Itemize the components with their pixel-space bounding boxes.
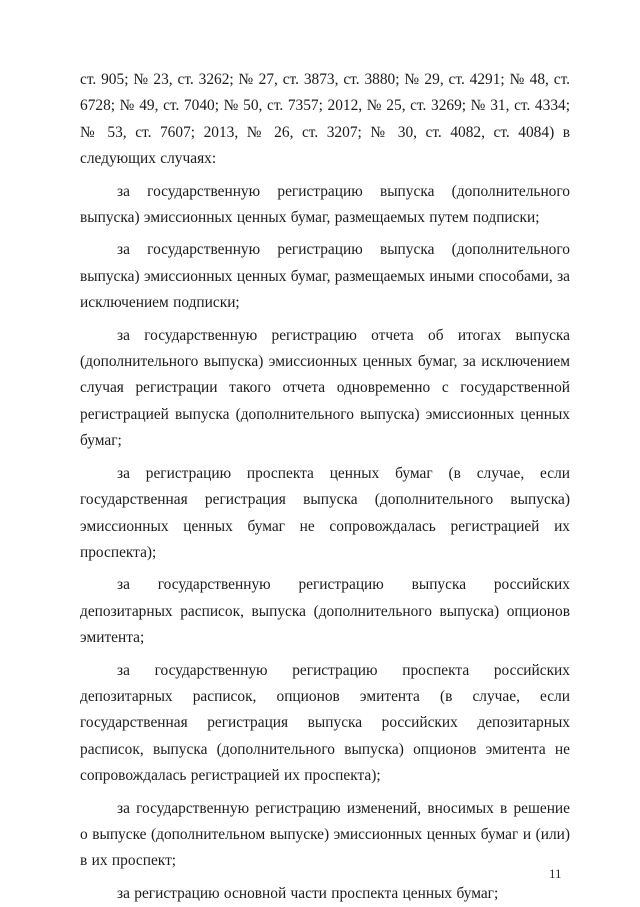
paragraph-legal-citations: ст. 905; № 23, ст. 3262; № 27, ст. 3873, ст. 3880; № 29, ст. 4291; № 48, ст. 6728; № 49, ст. 7040; № 50, ст. 7357; 2012, № 25, ст. 3269; № 31, ст. 4334; № 53, ст. 7607; 2013, № 26, ст. 3207; № 30, ст. 4082, ст. 4084) в следующих случаях: (80, 71, 570, 168)
body-text (80, 67, 570, 907)
paragraph-list-item: за государственную регистрацию выпуска (дополнительного выпуска) эмиссионных ценных бумаг, размещаемых иными способами, за исключением подписки; (80, 241, 570, 312)
paragraph-list-item: за государственную регистрацию выпуска российских депозитарных расписок, выпуска (дополнительного выпуска) опционов эмитента; (80, 576, 570, 647)
paragraph-list-item: за государственную регистрацию изменений, вносимых в решение о выпуске (дополнительном выпуске) эмиссионных ценных бумаг и (или) в их проспект; (80, 799, 570, 870)
paragraph-list-item: за государственную регистрацию выпуска (дополнительного выпуска) эмиссионных ценных бумаг, размещаемых путем подписки; (80, 182, 570, 227)
paragraph-list-item: за регистрацию основной части проспекта ценных бумаг; (117, 884, 499, 902)
paragraph-list-item: за государственную регистрацию отчета об итогах выпуска (дополнительного выпуска) эмиссионных ценных бумаг, за исключением случая регистрации такого отчета одновременно с государственной регистрацией выпуска (дополнительного выпуска) эмиссионных ценных бумаг; (80, 326, 570, 450)
paragraph-list-item: за государственную регистрацию проспекта российских депозитарных расписок, опционов эмитента (в случае, если государственная регистрация выпуска российских депозитарных расписок, выпуска (дополнительного выпуска) опционов эмитента не сопровождалась регистрацией их проспекта); (80, 661, 570, 785)
paragraph-list-item: за регистрацию проспекта ценных бумаг (в случае, если государственная регистрация выпуска (дополнительного выпуска) эмиссионных ценных бумаг не сопровождалась регистрацией их проспекта); (80, 464, 570, 561)
page-number: 11 (549, 866, 562, 881)
